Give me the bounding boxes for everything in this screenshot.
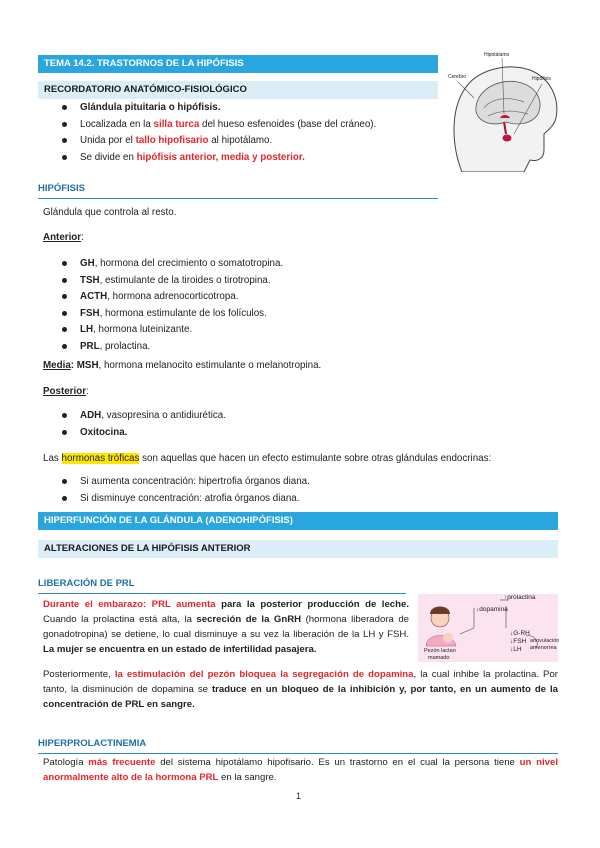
- list-item: Si aumenta concentración: hipertrofia órganos diana.: [62, 475, 310, 492]
- list-item: Unida por el tallo hipofisario al hipotálamo.: [62, 134, 376, 151]
- list-item: TSH, estimulante de la tiroides o tirotropina.: [62, 274, 283, 291]
- list-item: Si disminuye concentración: atrofia órganos diana.: [62, 492, 310, 509]
- list-item: ACTH, hormona adrenocorticotropa.: [62, 290, 283, 307]
- label-hipofisis: Hipófisis: [532, 76, 551, 82]
- brain-figure: [444, 52, 564, 172]
- list-item: Localizada en la silla turca del hueso esfenoides (base del cráneo).: [62, 118, 376, 135]
- list-item: Se divide en hipófisis anterior, media y posterior.: [62, 151, 376, 168]
- hipofisis-intro: Glándula que controla al resto.: [43, 207, 177, 218]
- list-item: FSH, hormona estimulante de los folículos.: [62, 307, 283, 324]
- diagram-dopamina: ↓dopamina: [476, 606, 508, 613]
- recordatorio-heading: RECORDATORIO ANATÓMICO-FISIOLÓGICO: [38, 81, 438, 99]
- hormonas-troficas-line: Las hormonas tróficas son aquellas que hacen un efecto estimulante sobre otras glándulas endocrinas:: [43, 453, 492, 464]
- media-line: Media: MSH, hormona melanocito estimulante o melanotropina.: [43, 360, 322, 371]
- prolactin-diagram: [418, 594, 558, 662]
- diagram-fsh: ↓FSH: [510, 638, 527, 645]
- recordatorio-list: [62, 101, 376, 167]
- pituitary-highlight: [503, 135, 512, 142]
- hiperprolactinemia-heading: HIPERPROLACTINEMIA: [38, 738, 558, 754]
- list-item: ADH, vasopresina o antidiurética.: [62, 409, 226, 426]
- hiperprolactinemia-paragraph: Patología más frecuente del sistema hipotálamo hipofisario. Es un trastorno en el cual la persona tiene un nivel anormalmente alto de la hormona PRL en la sangre.: [43, 757, 558, 783]
- anterior-label-line: Anterior:: [43, 232, 84, 243]
- list-item: GH, hormona del crecimiento o somatotropina.: [62, 257, 283, 274]
- diagram-caption-1: Pezón lactan: [424, 648, 456, 654]
- troficas-list: [62, 475, 310, 508]
- label-hipotalamo: Hipotálamo: [484, 52, 510, 58]
- list-item: PRL, prolactina.: [62, 340, 283, 357]
- list-item: Glándula pituitaria o hipófisis.: [62, 101, 376, 118]
- hipofisis-heading: HIPÓFISIS: [38, 183, 438, 199]
- hiperfuncion-bar: HIPERFUNCIÓN DE LA GLÁNDULA (ADENOHIPÓFISIS): [38, 512, 558, 530]
- label-cerebro: Cerebro: [448, 74, 467, 80]
- diagram-lh: ↓LH: [510, 646, 522, 653]
- page-number: 1: [296, 791, 302, 801]
- liberacion-heading: LIBERACIÓN DE PRL: [38, 578, 406, 594]
- list-item: LH, hormona luteinizante.: [62, 323, 283, 340]
- diagram-amenorrea: amenorrea: [530, 645, 557, 651]
- posterior-label-line: Posterior:: [43, 386, 89, 397]
- anterior-list: [62, 257, 283, 356]
- diagram-anovulacion: anovulación: [530, 638, 560, 644]
- diagram-caption-2: mamado: [428, 655, 450, 661]
- posterior-list: [62, 409, 226, 442]
- liberacion-paragraph-1: Durante el embarazo: PRL aumenta para la posterior producción de leche. Cuando la prolactina está alta, la secreción de la GnRH (hormona liberadora de gonadotropina) se detiene, lo cual disminuye a su vez la liberación de la LH y FSH. La mujer se encuentra en un estado de infertilidad pasajera.: [43, 599, 409, 655]
- diagram-prolactina: ↑prolactina: [504, 594, 536, 601]
- chapter-title-bar: TEMA 14.2. TRASTORNOS DE LA HIPÓFISIS: [38, 55, 438, 73]
- diagram-gnrh: ↓G-RH: [510, 630, 530, 637]
- alteraciones-bar: ALTERACIONES DE LA HIPÓFISIS ANTERIOR: [38, 540, 558, 558]
- liberacion-paragraph-2: Posteriormente, la estimulación del pezón bloquea la segregación de dopamina, la cual inhibe la prolactina. Por tanto, la disminución de dopamina se traduce en un bloqueo de la inhibición y, por tanto, en un aumento de la concentración de PRL en sangre.: [43, 669, 558, 710]
- list-item: Oxitocina.: [62, 426, 226, 443]
